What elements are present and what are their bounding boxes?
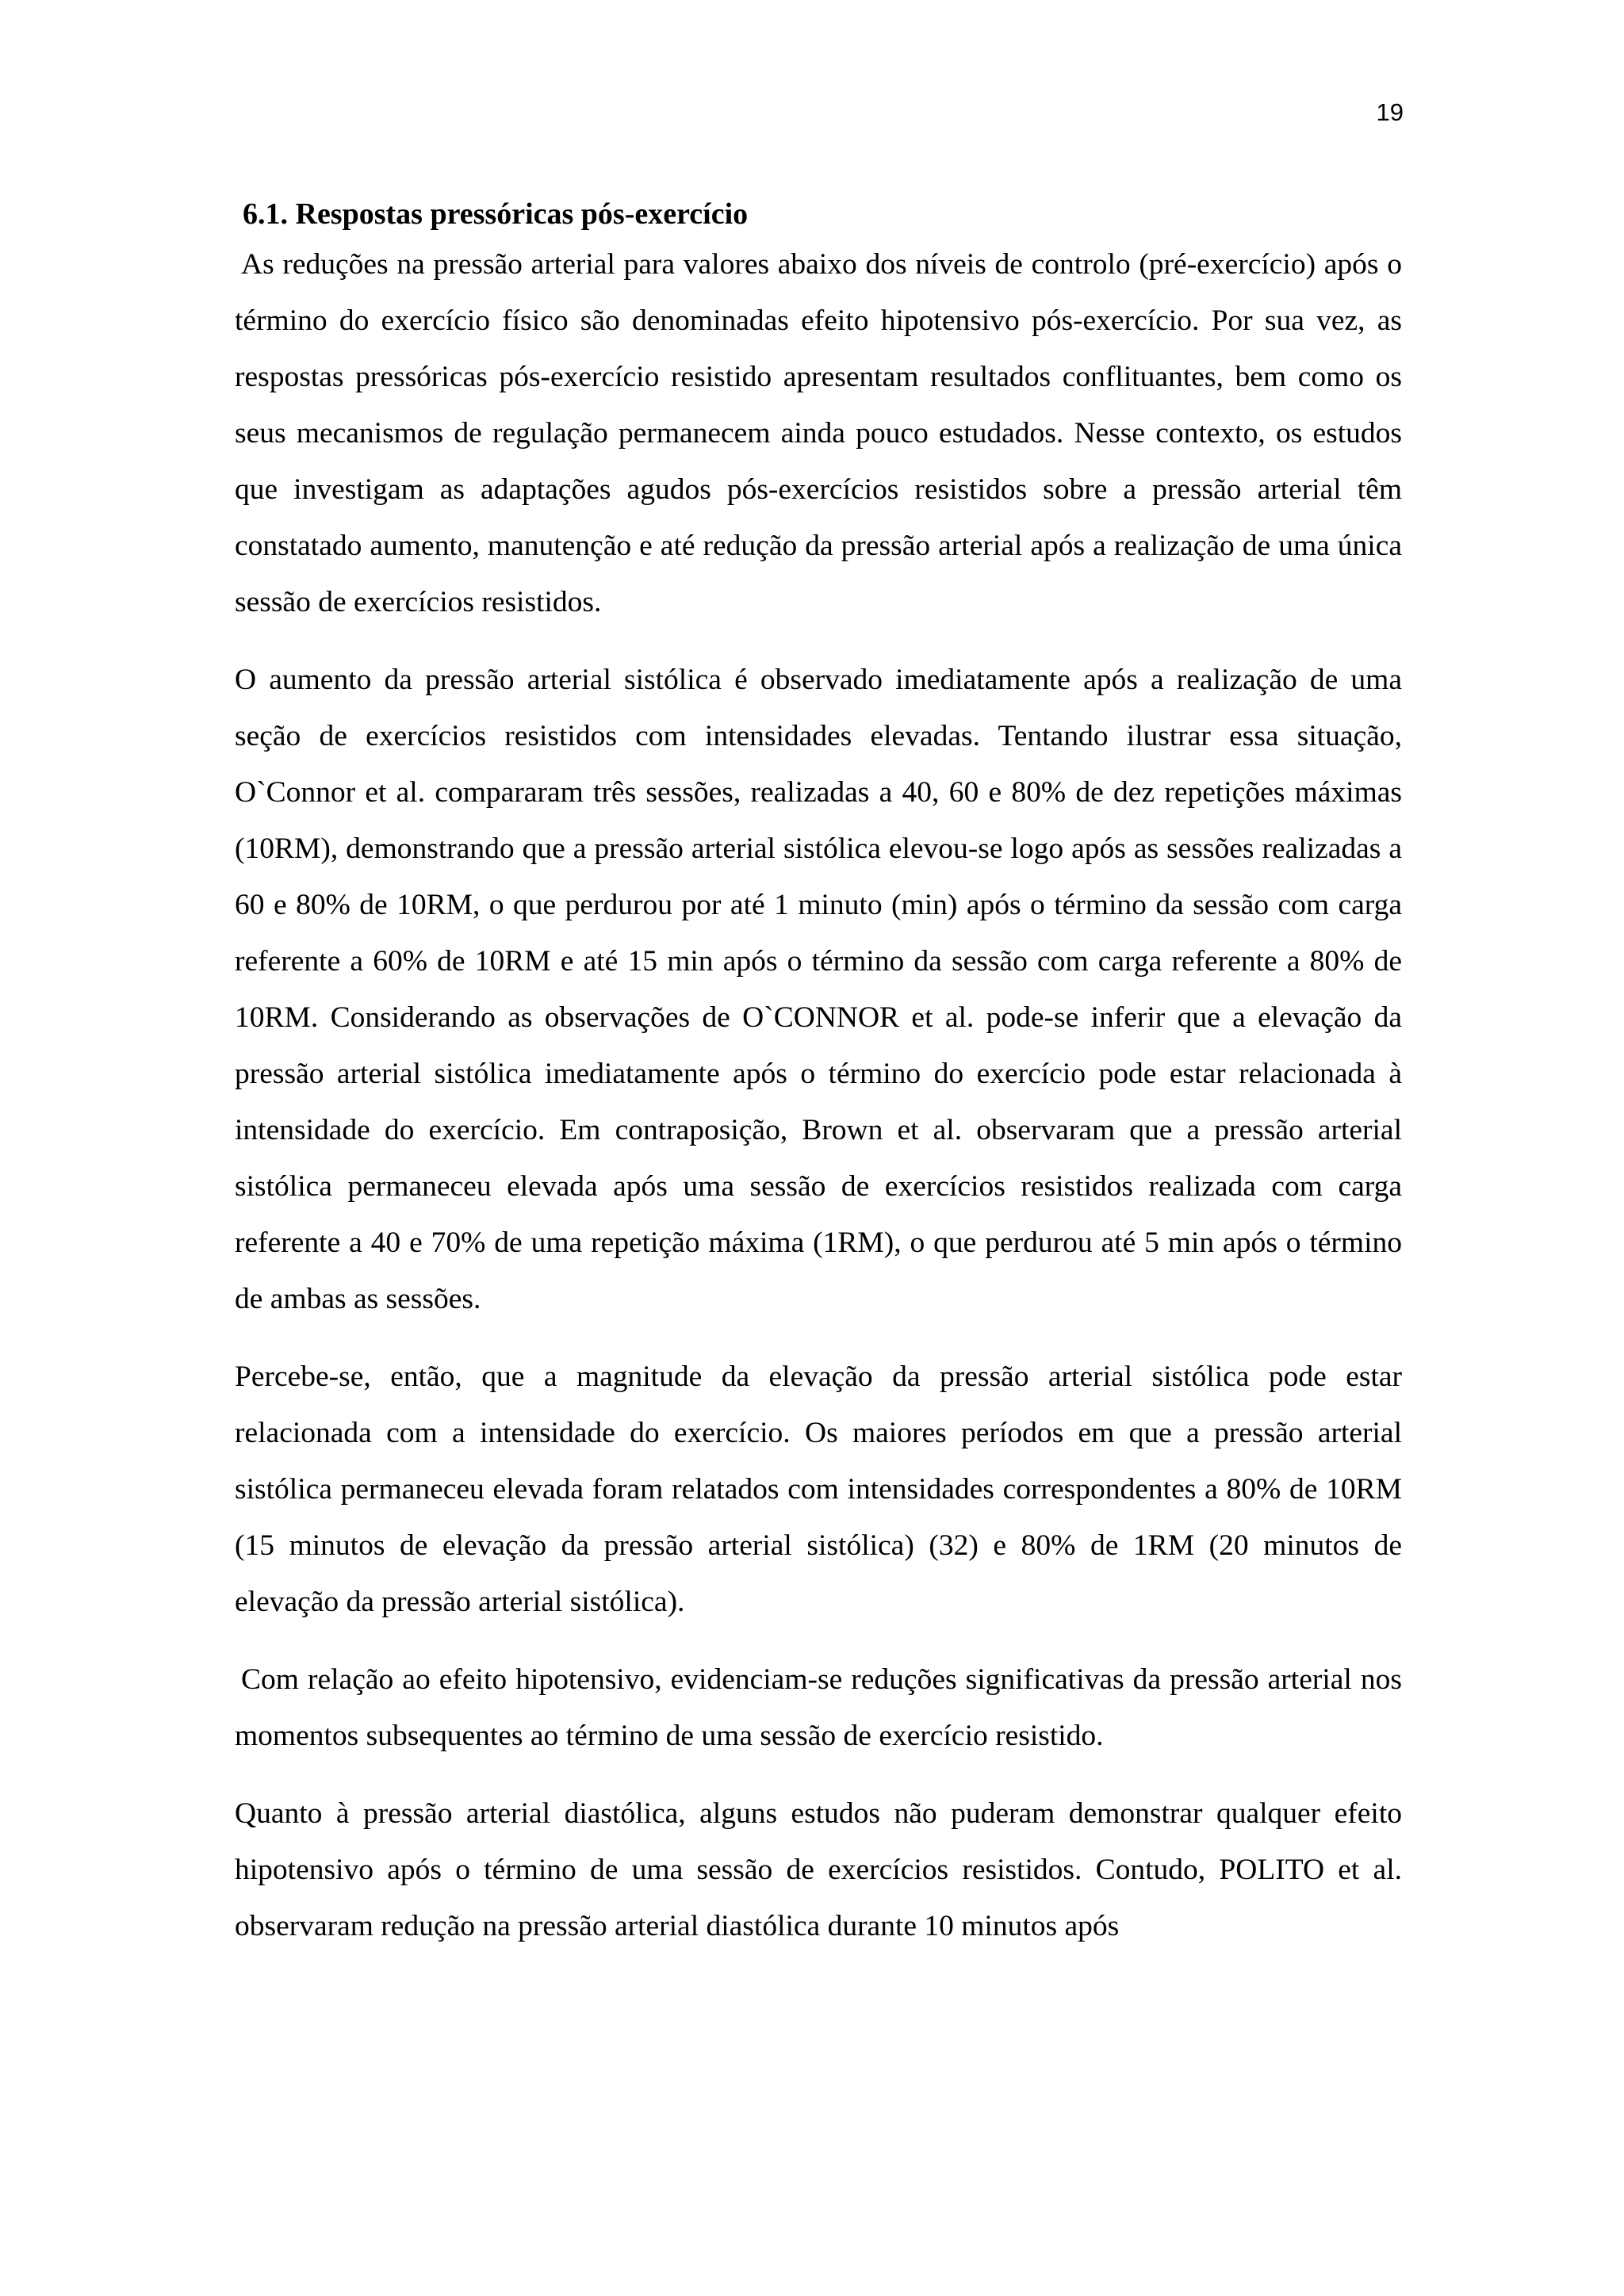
section-heading: 6.1. Respostas pressóricas pós-exercício — [243, 197, 749, 231]
paragraph-5: Quanto à pressão arterial diastólica, alguns estudos não puderam demonstrar qualquer efeito hipotensivo após o término de uma sessão de exercícios resistidos. Contudo, POLITO et al. observaram redução na pressão arterial diastólica durante 10 minutos após — [235, 1797, 1402, 1942]
paragraph-2: O aumento da pressão arterial sistólica é observado imediatamente após a realização de uma seção de exercícios resistidos com intensidades elevadas. Tentando ilustrar essa situação, O`Connor et al. compararam três sessões, realizadas a 40, 60 e 80% de dez repetições máximas (10RM), demonstrando que a pressão arterial sistólica elevou-se logo após as sessões realizadas a 60 e 80% de 10RM, o que perdurou por até 1 minuto (min) após o término da sessão com carga referente a 60% de 10RM e até 15 min após o término da sessão com carga referente a 80% de 10RM. Considerando as observações de O`CONNOR et al. pode-se inferir que a elevação da pressão arterial sistólica imediatamente após o término do exercício pode estar relacionada à intensidade do exercício. Em contraposição, Brown et al. observaram que a pressão arterial sistólica permaneceu elevada após uma sessão de exercícios resistidos realizada com carga referente a 40 e 70% de uma repetição máxima (1RM), o que perdurou até 5 min após o término de ambas as sessões. — [235, 664, 1402, 1315]
paragraph-1: As reduções na pressão arterial para valores abaixo dos níveis de controlo (pré-exercício) após o término do exercício físico são denominadas efeito hipotensivo pós-exercício. Por sua vez, as respostas pressóricas pós-exercício resistido apresentam resultados conflituantes, bem como os seus mecanismos de regulação permanecem ainda pouco estudados. Nesse contexto, os estudos que investigam as adaptações agudos pós-exercícios resistidos sobre a pressão arterial têm constatado aumento, manutenção e até redução da pressão arterial após a realização de uma única sessão de exercícios resistidos. — [235, 248, 1402, 618]
paragraph-3: Percebe-se, então, que a magnitude da elevação da pressão arterial sistólica pode estar relacionada com a intensidade do exercício. Os maiores períodos em que a pressão arterial sistólica permaneceu elevada foram relatados com intensidades correspondentes a 80% de 10RM (15 minutos de elevação da pressão arterial sistólica) (32) e 80% de 1RM (20 minutos de elevação da pressão arterial sistólica). — [235, 1360, 1402, 1618]
page-body — [235, 192, 1402, 1976]
page-number: 19 — [1376, 98, 1404, 126]
paragraph-4: Com relação ao efeito hipotensivo, evidenciam-se reduções significativas da pressão arterial nos momentos subsequentes ao término de uma sessão de exercício resistido. — [235, 1663, 1402, 1752]
